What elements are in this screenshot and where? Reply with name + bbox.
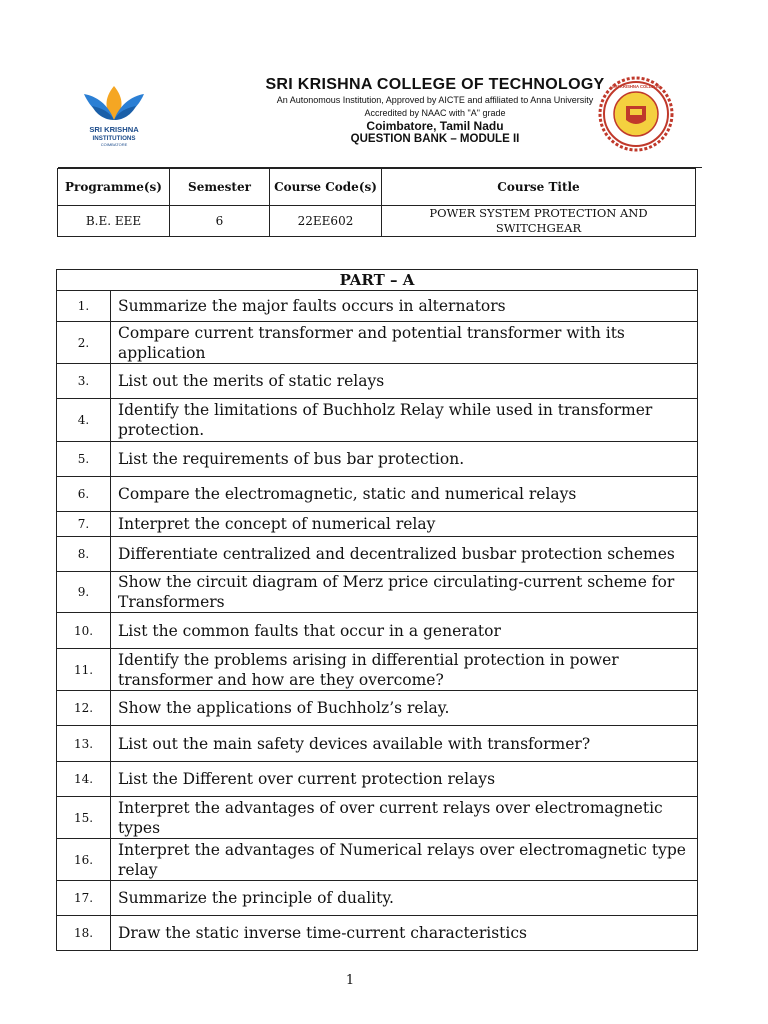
question-number: 3. <box>57 364 111 399</box>
seal-text: SRI KRISHNA COLLEGE <box>611 84 661 89</box>
question-number: 4. <box>57 399 111 442</box>
header-programme: Programme(s) <box>58 169 170 206</box>
question-text: Compare current transformer and potential transformer with its application <box>111 322 698 364</box>
question-number: 9. <box>57 572 111 613</box>
question-bank-title: QUESTION BANK – MODULE II <box>350 133 520 145</box>
question-number: 8. <box>57 537 111 572</box>
question-text: Differentiate centralized and decentralized busbar protection schemes <box>111 537 698 572</box>
question-text: List the Different over current protection relays <box>111 762 698 797</box>
question-number: 13. <box>57 726 111 762</box>
affiliation-line: An Autonomous Institution, Approved by AICTE and affiliated to Anna University <box>276 95 594 105</box>
header-course-title: Course Title <box>382 169 696 206</box>
question-number: 6. <box>57 477 111 512</box>
question-text: Interpret the advantages of over current relays over electromagnetic types <box>111 797 698 839</box>
question-number: 7. <box>57 512 111 537</box>
question-number: 17. <box>57 881 111 916</box>
question-text: List the common faults that occur in a generator <box>111 613 698 649</box>
question-text: Interpret the advantages of Numerical relays over electromagnetic type relay <box>111 839 698 881</box>
question-number: 12. <box>57 691 111 726</box>
accreditation-line: Accredited by NAAC with "A" grade <box>364 108 506 118</box>
question-text: Interpret the concept of numerical relay <box>111 512 698 537</box>
logo-text-3: COIMBATORE <box>100 142 128 147</box>
question-text: Compare the electromagnetic, static and numerical relays <box>111 477 698 512</box>
question-text: Summarize the principle of duality. <box>111 881 698 916</box>
question-number: 18. <box>57 916 111 951</box>
question-text: Summarize the major faults occurs in alternators <box>111 291 698 322</box>
header-semester: Semester <box>170 169 270 206</box>
part-a-table <box>56 269 698 951</box>
logo-text-2: INSTITUTIONS <box>92 135 136 142</box>
page-number: 1 <box>345 973 355 988</box>
question-number: 14. <box>57 762 111 797</box>
question-text: Draw the static inverse time-current characteristics <box>111 916 698 951</box>
question-number: 15. <box>57 797 111 839</box>
question-text: Show the applications of Buchholz’s relay. <box>111 691 698 726</box>
part-a-heading: PART – A <box>57 270 698 291</box>
value-course-code: 22EE602 <box>270 206 382 237</box>
question-text: List the requirements of bus bar protection. <box>111 442 698 477</box>
question-text: Show the circuit diagram of Merz price circulating-current scheme for Transformers <box>111 572 698 613</box>
college-location: Coimbatore, Tamil Nadu <box>366 119 504 133</box>
course-info-table <box>57 168 696 237</box>
question-number: 16. <box>57 839 111 881</box>
logo-text: SRI KRISHNA <box>89 125 139 134</box>
question-number: 10. <box>57 613 111 649</box>
question-text: List out the merits of static relays <box>111 364 698 399</box>
question-number: 1. <box>57 291 111 322</box>
value-programme: B.E. EEE <box>58 206 170 237</box>
question-text: List out the main safety devices available with transformer? <box>111 726 698 762</box>
value-course-title: POWER SYSTEM PROTECTION AND SWITCHGEAR <box>382 206 696 237</box>
question-text: Identify the limitations of Buchholz Relay while used in transformer protection. <box>111 399 698 442</box>
value-semester: 6 <box>170 206 270 237</box>
question-number: 5. <box>57 442 111 477</box>
question-number: 2. <box>57 322 111 364</box>
college-seal <box>596 76 676 152</box>
question-number: 11. <box>57 649 111 691</box>
header-course-code: Course Code(s) <box>270 169 382 206</box>
college-name: SRI KRISHNA COLLEGE OF TECHNOLOGY <box>265 76 605 93</box>
question-text: Identify the problems arising in differential protection in power transformer and how are they overcome? <box>111 649 698 691</box>
